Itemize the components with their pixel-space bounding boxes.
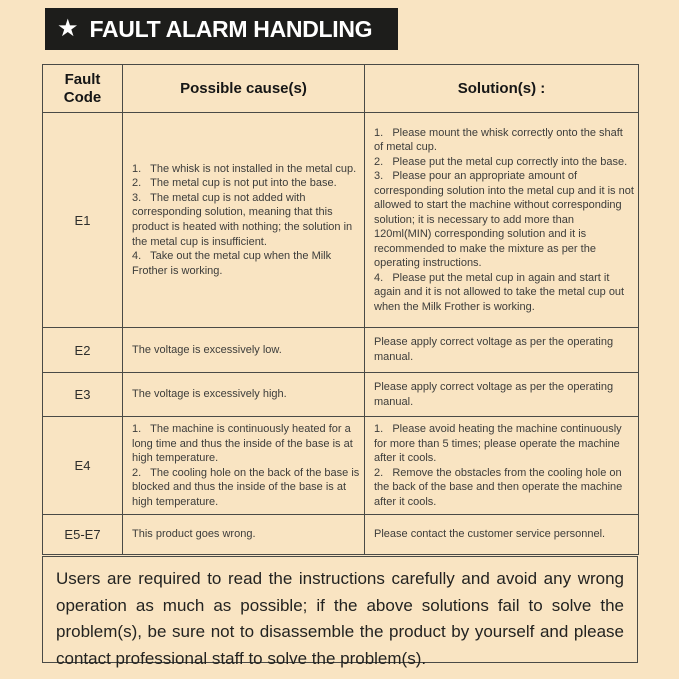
fault-code-cell: E2 — [43, 328, 123, 373]
column-header-solutions: Solution(s) : — [365, 65, 639, 113]
causes-cell — [123, 328, 365, 373]
list-item: The voltage is excessively low. — [132, 343, 282, 356]
table-row — [43, 515, 639, 555]
solutions-cell — [365, 328, 639, 373]
fault-code-cell: E3 — [43, 373, 123, 417]
list-item: Please apply correct voltage as per the operating manual. — [374, 380, 617, 408]
causes-cell — [123, 515, 365, 555]
solutions-cell — [365, 515, 639, 555]
footer-note: Users are required to read the instructions carefully and avoid any wrong operation as much as possible; if the above solutions fail to solve the problem(s), be sure not to disassemble the product by yourself and please contact professional staff to solve the problem(s). — [42, 556, 638, 663]
page-title: FAULT ALARM HANDLING — [89, 15, 373, 42]
solutions-cell — [365, 373, 639, 417]
list-item: 2. The metal cup is not put into the base. — [132, 177, 337, 190]
column-header-possible-causes: Possible cause(s) — [123, 65, 365, 113]
list-item: Please contact the customer service personnel. — [374, 528, 606, 541]
fault-code-cell: E4 — [43, 417, 123, 515]
list-item: 4. Take out the metal cup when the Milk Frother is working. — [132, 250, 335, 277]
list-item: The voltage is excessively high. — [132, 388, 287, 401]
table-row — [43, 328, 639, 373]
fault-code-cell: E1 — [43, 113, 123, 328]
list-item: Please apply correct voltage as per the operating manual. — [374, 336, 617, 363]
column-header-fault-code: Fault Code — [43, 65, 123, 113]
table-row — [43, 417, 639, 515]
list-item: 1. The machine is continuously heated for a long time and thus the inside of the base is at high temperature. — [132, 423, 356, 465]
fault-alarm-table — [42, 64, 639, 555]
list-item: 1. Please mount the whisk correctly onto the shaft of metal cup. — [374, 126, 626, 154]
section-title-bar — [45, 8, 398, 50]
solutions-cell — [365, 417, 639, 515]
list-item: 3. The metal cup is not added with corresponding solution, meaning that this product is heated with nothing; the solution in the metal cup is insufficient. — [132, 191, 356, 248]
list-item: 2. The cooling hole on the back of the base is blocked and thus the inside of the base is at high temperature. — [132, 466, 363, 508]
list-item: This product goes wrong. — [132, 528, 256, 541]
solutions-cell — [365, 113, 639, 328]
list-item: 2. Remove the obstacles from the cooling hole on the back of the base and then operate the machine after it cools. — [374, 466, 626, 508]
star-icon: ★ — [57, 15, 79, 42]
causes-cell — [123, 113, 365, 328]
table-row — [43, 373, 639, 417]
list-item: 1. Please avoid heating the machine continuously for more than 5 times; please operate the machine after it cools. — [374, 423, 625, 465]
list-item: 2. Please put the metal cup correctly into the base. — [374, 155, 628, 168]
table-row — [43, 113, 639, 328]
table-header-row — [43, 65, 639, 113]
causes-cell — [123, 373, 365, 417]
list-item: 4. Please put the metal cup in again and start it again and it is not allowed to take the metal cup out when the Milk Frother is working. — [374, 271, 628, 313]
causes-cell — [123, 417, 365, 515]
fault-code-cell: E5-E7 — [43, 515, 123, 555]
fault-table-body — [43, 113, 639, 555]
list-item: 1. The whisk is not installed in the metal cup. — [132, 162, 357, 175]
list-item: 3. Please pour an appropriate amount of corresponding solution into the metal cup and it is not allowed to start the machine without corresponding solution; it is necessary to add more than 120ml(MIN) corresponding solution and it is recommended to make the mixture as per the operating instructions. — [374, 170, 637, 270]
